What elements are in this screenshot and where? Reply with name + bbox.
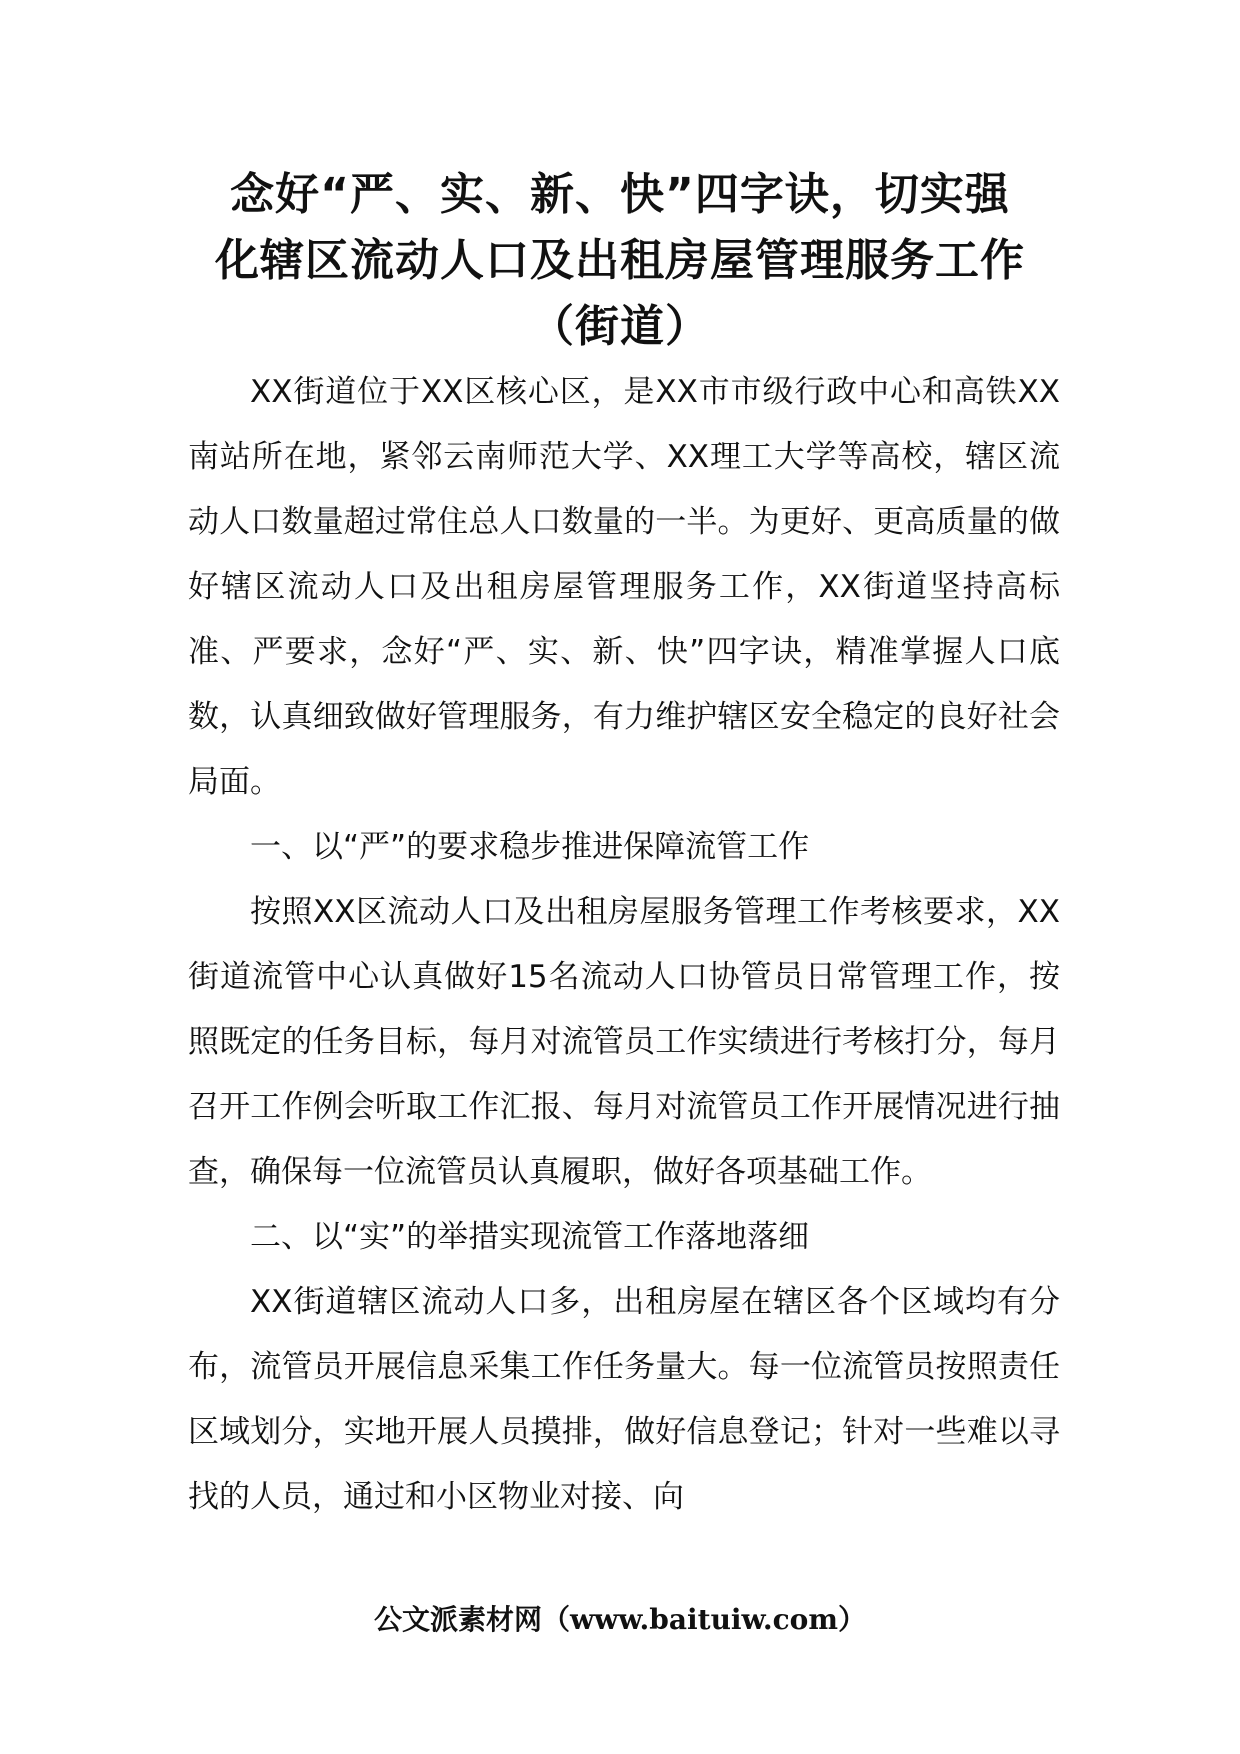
- section-2-paragraph: XX街道辖区流动人口多，出租房屋在辖区各个区域均有分布，流管员开展信息采集工作任务量大。每一位流管员按照责任区域划分，实地开展人员摸排，做好信息登记；针对一些难以寻找的人员，通过和小区物业对接、向: [188, 1284, 1060, 1515]
- section-heading-1: 一、以“严”的要求稳步推进保障流管工作: [250, 829, 810, 865]
- document-body: [188, 360, 1060, 1530]
- title-line-1: 念好“严、实、新、快”四字诀，切实强: [230, 169, 1010, 220]
- section-heading-2: 二、以“实”的举措实现流管工作落地落细: [250, 1219, 810, 1255]
- document-title: [180, 162, 1060, 360]
- title-line-2: 化辖区流动人口及出租房屋管理服务工作: [215, 235, 1025, 286]
- footer-source: 公文派素材网（www.baituiw.com）: [374, 1603, 866, 1636]
- section-1-paragraph: 按照XX区流动人口及出租房屋服务管理工作考核要求，XX街道流管中心认真做好15名流动人口协管员日常管理工作，按照既定的任务目标，每月对流管员工作实绩进行考核打分，每月召开工作例会听取工作汇报、每月对流管员工作开展情况进行抽查，确保每一位流管员认真履职，做好各项基础工作。: [188, 894, 1060, 1190]
- title-line-3: （街道）: [530, 301, 710, 352]
- intro-paragraph: XX街道位于XX区核心区，是XX市市级行政中心和高铁XX南站所在地，紧邻云南师范大学、XX理工大学等高校，辖区流动人口数量超过常住总人口数量的一半。为更好、更高质量的做好辖区流动人口及出租房屋管理服务工作，XX街道坚持高标准、严要求，念好“严、实、新、快”四字诀，精准掌握人口底数，认真细致做好管理服务，有力维护辖区安全稳定的良好社会局面。: [188, 374, 1060, 800]
